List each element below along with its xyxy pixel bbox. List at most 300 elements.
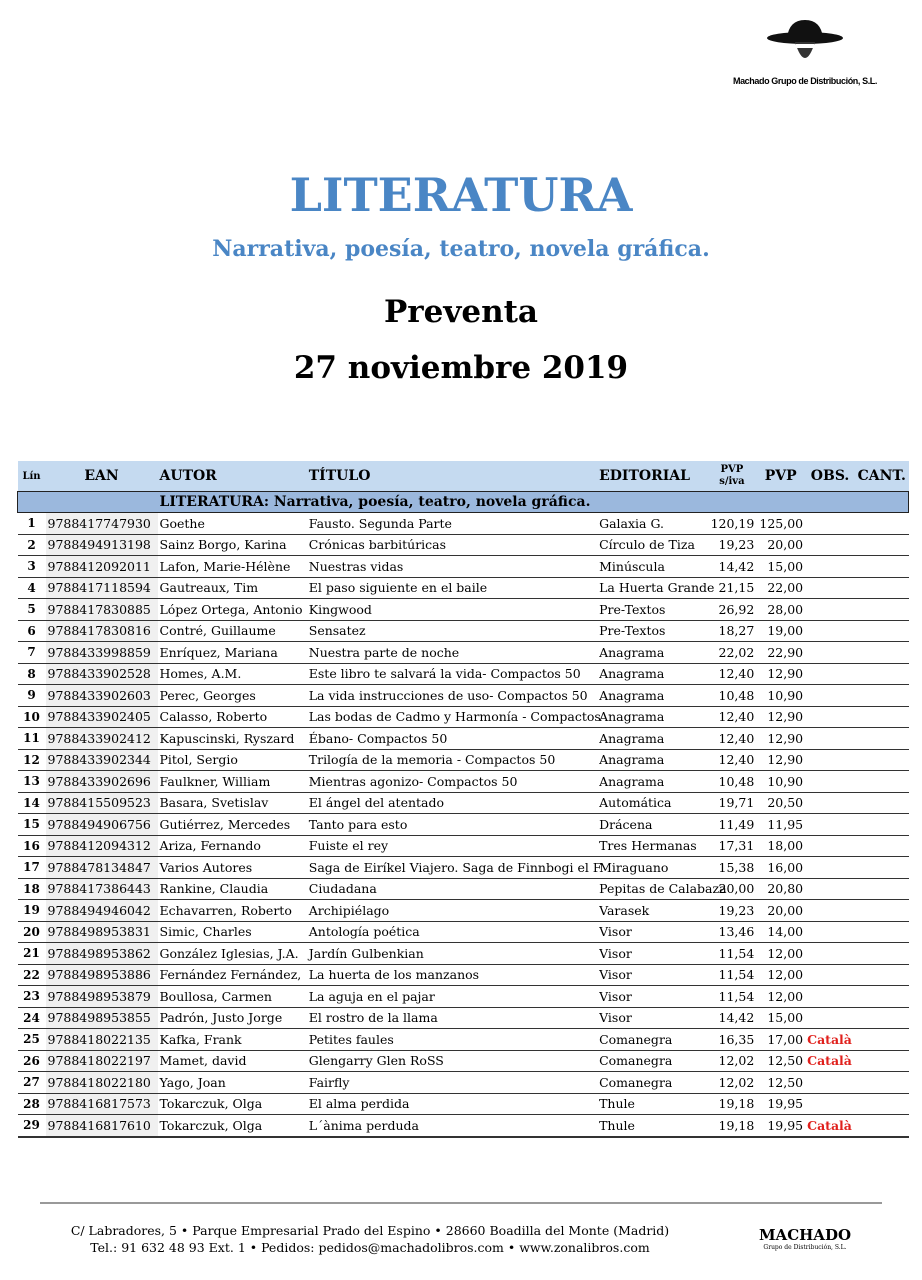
title-cell: L´ànima perduda <box>307 1115 597 1137</box>
quantity-cell[interactable] <box>855 685 909 707</box>
quantity-cell[interactable] <box>855 663 909 685</box>
title-cell: El ángel del atentado <box>307 792 597 814</box>
quantity-cell[interactable] <box>855 771 909 793</box>
obs-cell <box>805 749 855 771</box>
ean-cell: 9788498953862 <box>46 943 158 965</box>
publisher-cell: Minúscula <box>597 556 707 578</box>
price-no-vat-cell: 17,31 <box>708 835 757 857</box>
page-subtitle: Narrativa, poesía, teatro, novela gráfica. <box>212 236 710 262</box>
price-cell: 12,90 <box>756 749 805 771</box>
quantity-cell[interactable] <box>855 728 909 750</box>
title-cell: Antología poética <box>307 921 597 943</box>
ean-cell: 9788433902405 <box>46 706 158 728</box>
publisher-cell: Anagrama <box>597 771 707 793</box>
col-obs: OBS. <box>805 461 855 492</box>
price-no-vat-cell: 10,48 <box>708 685 757 707</box>
quantity-cell[interactable] <box>855 706 909 728</box>
quantity-cell[interactable] <box>855 1115 909 1137</box>
title-cell: El alma perdida <box>307 1093 597 1115</box>
publisher-cell: Pre-Textos <box>597 599 707 621</box>
title-cell: Trilogía de la memoria - Compactos 50 <box>307 749 597 771</box>
obs-cell: Català <box>805 1050 855 1072</box>
author-cell: López Ortega, Antonio <box>158 599 307 621</box>
title-cell: Ciudadana <box>307 878 597 900</box>
publisher-cell: Visor <box>597 921 707 943</box>
row-number: 2 <box>18 534 46 556</box>
price-no-vat-cell: 26,92 <box>708 599 757 621</box>
title-cell: Mientras agonizo- Compactos 50 <box>307 771 597 793</box>
ean-cell: 9788417386443 <box>46 878 158 900</box>
ean-cell: 9788498953831 <box>46 921 158 943</box>
row-number: 29 <box>18 1115 46 1137</box>
ean-cell: 9788433902344 <box>46 749 158 771</box>
table-row <box>18 642 909 664</box>
row-number: 10 <box>18 706 46 728</box>
author-cell: Rankine, Claudia <box>158 878 307 900</box>
table-row <box>18 857 909 879</box>
author-cell: Basara, Svetislav <box>158 792 307 814</box>
quantity-cell[interactable] <box>855 599 909 621</box>
obs-cell <box>805 814 855 836</box>
row-number: 24 <box>18 1007 46 1029</box>
author-cell: Perec, Georges <box>158 685 307 707</box>
price-no-vat-cell: 11,54 <box>708 986 757 1008</box>
price-cell: 20,00 <box>756 900 805 922</box>
publisher-cell: Automática <box>597 792 707 814</box>
author-cell: Echavarren, Roberto <box>158 900 307 922</box>
table-row <box>18 1093 909 1115</box>
price-no-vat-cell: 12,40 <box>708 728 757 750</box>
row-number: 7 <box>18 642 46 664</box>
title-cell: Sensatez <box>307 620 597 642</box>
publisher-cell: Thule <box>597 1115 707 1137</box>
price-cell: 20,00 <box>756 534 805 556</box>
col-pvp-siva-line1: PVP <box>720 464 744 475</box>
ean-cell: 9788433902603 <box>46 685 158 707</box>
quantity-cell[interactable] <box>855 556 909 578</box>
obs-cell <box>805 1072 855 1094</box>
obs-cell <box>805 706 855 728</box>
price-cell: 12,50 <box>756 1050 805 1072</box>
ean-cell: 9788418022197 <box>46 1050 158 1072</box>
price-no-vat-cell: 19,23 <box>708 900 757 922</box>
price-no-vat-cell: 13,46 <box>708 921 757 943</box>
obs-cell <box>805 964 855 986</box>
ean-cell: 9788433998859 <box>46 642 158 664</box>
table-row <box>18 556 909 578</box>
publisher-cell: Anagrama <box>597 685 707 707</box>
author-cell: Pitol, Sergio <box>158 749 307 771</box>
publisher-cell: Anagrama <box>597 749 707 771</box>
price-no-vat-cell: 12,02 <box>708 1072 757 1094</box>
ean-cell: 9788412094312 <box>46 835 158 857</box>
obs-cell <box>805 986 855 1008</box>
table-row <box>18 685 909 707</box>
obs-cell <box>805 599 855 621</box>
table-row <box>18 900 909 922</box>
price-cell: 12,90 <box>756 663 805 685</box>
price-cell: 125,00 <box>756 513 805 535</box>
table-row <box>18 749 909 771</box>
table-row <box>18 663 909 685</box>
publisher-cell: Miraguano <box>597 857 707 879</box>
author-cell: Enríquez, Mariana <box>158 642 307 664</box>
author-cell: Faulkner, William <box>158 771 307 793</box>
price-cell: 14,00 <box>756 921 805 943</box>
row-number: 23 <box>18 986 46 1008</box>
price-no-vat-cell: 12,40 <box>708 663 757 685</box>
table-row <box>18 921 909 943</box>
obs-cell <box>805 857 855 879</box>
row-number: 3 <box>18 556 46 578</box>
price-no-vat-cell: 19,71 <box>708 792 757 814</box>
row-number: 8 <box>18 663 46 685</box>
price-no-vat-cell: 16,35 <box>708 1029 757 1051</box>
quantity-cell[interactable] <box>855 792 909 814</box>
title-cell: Archipiélago <box>307 900 597 922</box>
obs-cell <box>805 620 855 642</box>
publisher-cell: Anagrama <box>597 706 707 728</box>
price-cell: 19,95 <box>756 1115 805 1137</box>
author-cell: Boullosa, Carmen <box>158 986 307 1008</box>
obs-cell <box>805 1007 855 1029</box>
publisher-cell: Visor <box>597 964 707 986</box>
price-no-vat-cell: 12,40 <box>708 749 757 771</box>
author-cell: Homes, A.M. <box>158 663 307 685</box>
row-number: 14 <box>18 792 46 814</box>
title-cell: Fairfly <box>307 1072 597 1094</box>
author-cell: González Iglesias, J.A. <box>158 943 307 965</box>
row-number: 11 <box>18 728 46 750</box>
row-number: 16 <box>18 835 46 857</box>
quantity-cell[interactable] <box>855 1050 909 1072</box>
row-number: 19 <box>18 900 46 922</box>
price-no-vat-cell: 14,42 <box>708 1007 757 1029</box>
price-no-vat-cell: 11,54 <box>708 943 757 965</box>
author-cell: Kafka, Frank <box>158 1029 307 1051</box>
row-number: 25 <box>18 1029 46 1051</box>
ean-cell: 9788417747930 <box>46 513 158 535</box>
ean-cell: 9788417830885 <box>46 599 158 621</box>
table-row <box>18 814 909 836</box>
publisher-cell: Drácena <box>597 814 707 836</box>
row-number: 1 <box>18 513 46 535</box>
table-row <box>18 599 909 621</box>
price-cell: 12,00 <box>756 943 805 965</box>
price-cell: 22,00 <box>756 577 805 599</box>
table-row <box>18 1115 909 1137</box>
author-cell: Lafon, Marie-Hélène <box>158 556 307 578</box>
publisher-cell: Visor <box>597 986 707 1008</box>
price-cell: 12,00 <box>756 986 805 1008</box>
row-number: 22 <box>18 964 46 986</box>
col-pvp-siva-line2: s/iva <box>719 476 745 487</box>
price-no-vat-cell: 21,15 <box>708 577 757 599</box>
quantity-cell[interactable] <box>855 534 909 556</box>
publisher-cell: Comanegra <box>597 1029 707 1051</box>
contact-line: Tel.: 91 632 48 93 Ext. 1 • Pedidos: pedidos@machadolibros.com • www.zonalibros.com <box>90 1240 650 1255</box>
quantity-cell[interactable] <box>855 878 909 900</box>
obs-cell: Català <box>805 1115 855 1137</box>
table-row <box>18 1007 909 1029</box>
row-number: 28 <box>18 1093 46 1115</box>
col-pvp-siva <box>708 461 757 492</box>
title-cell: La huerta de los manzanos <box>307 964 597 986</box>
title-cell: Crónicas barbitúricas <box>307 534 597 556</box>
table-row <box>18 964 909 986</box>
obs-cell <box>805 513 855 535</box>
author-cell: Tokarczuk, Olga <box>158 1093 307 1115</box>
ean-cell: 9788433902528 <box>46 663 158 685</box>
publisher-cell: Visor <box>597 943 707 965</box>
price-cell: 10,90 <box>756 771 805 793</box>
ean-cell: 9788417118594 <box>46 577 158 599</box>
author-cell: Gautreaux, Tim <box>158 577 307 599</box>
table-row <box>18 986 909 1008</box>
obs-cell <box>805 835 855 857</box>
publisher-cell: Pre-Textos <box>597 620 707 642</box>
section-row <box>18 492 909 513</box>
obs-cell <box>805 878 855 900</box>
price-no-vat-cell: 18,27 <box>708 620 757 642</box>
author-cell: Yago, Joan <box>158 1072 307 1094</box>
ean-cell: 9788416817573 <box>46 1093 158 1115</box>
author-cell: Contré, Guillaume <box>158 620 307 642</box>
table-row <box>18 835 909 857</box>
price-no-vat-cell: 19,18 <box>708 1093 757 1115</box>
title-cell: Tanto para esto <box>307 814 597 836</box>
presale-date: 27 noviembre 2019 <box>293 350 629 386</box>
col-autor: AUTOR <box>158 461 307 492</box>
obs-cell <box>805 771 855 793</box>
row-number: 4 <box>18 577 46 599</box>
publisher-cell: Visor <box>597 1007 707 1029</box>
quantity-cell[interactable] <box>855 814 909 836</box>
table-header <box>18 461 909 492</box>
obs-cell <box>805 943 855 965</box>
table-row <box>18 1072 909 1094</box>
publisher-cell: Thule <box>597 1093 707 1115</box>
price-cell: 11,95 <box>756 814 805 836</box>
logo-caption: Machado Grupo de Distribución, S.L. <box>732 76 877 86</box>
row-number: 12 <box>18 749 46 771</box>
ean-cell: 9788433902696 <box>46 771 158 793</box>
ean-cell: 9788498953879 <box>46 986 158 1008</box>
price-no-vat-cell: 12,02 <box>708 1050 757 1072</box>
author-cell: Mamet, david <box>158 1050 307 1072</box>
section-title: LITERATURA: Narrativa, poesía, teatro, novela gráfica. <box>158 492 909 513</box>
price-cell: 12,90 <box>756 728 805 750</box>
table-row <box>18 513 909 535</box>
table-row <box>18 878 909 900</box>
author-cell: Varios Autores <box>158 857 307 879</box>
quantity-cell[interactable] <box>855 749 909 771</box>
publisher-cell: Galaxia G. <box>597 513 707 535</box>
publisher-cell: Anagrama <box>597 663 707 685</box>
price-cell: 12,00 <box>756 964 805 986</box>
quantity-cell[interactable] <box>855 986 909 1008</box>
table-row <box>18 943 909 965</box>
ean-cell: 9788418022135 <box>46 1029 158 1051</box>
price-no-vat-cell: 11,54 <box>708 964 757 986</box>
author-cell: Ariza, Fernando <box>158 835 307 857</box>
col-cant: CANT. <box>855 461 909 492</box>
quantity-cell[interactable] <box>855 900 909 922</box>
author-cell: Fernández Fernández, <box>158 964 307 986</box>
title-cell: La vida instrucciones de uso- Compactos 50 <box>307 685 597 707</box>
obs-cell <box>805 685 855 707</box>
footer-divider <box>40 1202 882 1204</box>
row-number: 26 <box>18 1050 46 1072</box>
quantity-cell[interactable] <box>855 943 909 965</box>
author-cell: Gutiérrez, Mercedes <box>158 814 307 836</box>
page-title: LITERATURA <box>289 168 633 222</box>
price-no-vat-cell: 10,48 <box>708 771 757 793</box>
price-cell: 19,95 <box>756 1093 805 1115</box>
title-cell: El paso siguiente en el baile <box>307 577 597 599</box>
quantity-cell[interactable] <box>855 964 909 986</box>
quantity-cell[interactable] <box>855 921 909 943</box>
ean-cell: 9788433902412 <box>46 728 158 750</box>
footer-brand-sub: Grupo de Distribución, S.L. <box>763 1244 847 1251</box>
price-cell: 20,80 <box>756 878 805 900</box>
price-cell: 12,50 <box>756 1072 805 1094</box>
price-no-vat-cell: 11,49 <box>708 814 757 836</box>
price-cell: 20,50 <box>756 792 805 814</box>
machado-hat-icon <box>765 16 845 76</box>
title-cell: Jardín Gulbenkian <box>307 943 597 965</box>
table-row <box>18 577 909 599</box>
ean-cell: 9788494946042 <box>46 900 158 922</box>
author-cell: Kapuscinski, Ryszard <box>158 728 307 750</box>
table-row <box>18 620 909 642</box>
title-cell: Glengarry Glen RoSS <box>307 1050 597 1072</box>
title-cell: Las bodas de Cadmo y Harmonía - Compactos <box>307 706 597 728</box>
publisher-cell: Comanegra <box>597 1050 707 1072</box>
ean-cell: 9788416817610 <box>46 1115 158 1137</box>
quantity-cell[interactable] <box>855 620 909 642</box>
title-cell: Fausto. Segunda Parte <box>307 513 597 535</box>
obs-cell <box>805 556 855 578</box>
price-no-vat-cell: 19,23 <box>708 534 757 556</box>
address-line: C/ Labradores, 5 • Parque Empresarial Prado del Espino • 28660 Boadilla del Monte (Madrid) <box>70 1223 670 1238</box>
ean-cell: 9788498953886 <box>46 964 158 986</box>
col-pvp: PVP <box>756 461 805 492</box>
quantity-cell[interactable] <box>855 835 909 857</box>
author-cell: Simic, Charles <box>158 921 307 943</box>
price-cell: 22,90 <box>756 642 805 664</box>
quantity-cell[interactable] <box>855 513 909 535</box>
row-number: 27 <box>18 1072 46 1094</box>
author-cell: Goethe <box>158 513 307 535</box>
price-cell: 12,90 <box>756 706 805 728</box>
obs-cell <box>805 642 855 664</box>
title-cell: Fuiste el rey <box>307 835 597 857</box>
publisher-cell: La Huerta Grande <box>597 577 707 599</box>
ean-cell: 9788498953855 <box>46 1007 158 1029</box>
table-row <box>18 534 909 556</box>
row-number: 17 <box>18 857 46 879</box>
author-cell: Sainz Borgo, Karina <box>158 534 307 556</box>
price-cell: 16,00 <box>756 857 805 879</box>
price-cell: 19,00 <box>756 620 805 642</box>
presale-label: Preventa <box>383 294 539 330</box>
publisher-cell: Varasek <box>597 900 707 922</box>
obs-cell <box>805 534 855 556</box>
ean-cell: 9788494906756 <box>46 814 158 836</box>
title-cell: Kingwood <box>307 599 597 621</box>
ean-cell: 9788418022180 <box>46 1072 158 1094</box>
ean-cell: 9788412092011 <box>46 556 158 578</box>
author-cell: Tokarczuk, Olga <box>158 1115 307 1137</box>
table-row <box>18 1029 909 1051</box>
publisher-cell: Anagrama <box>597 642 707 664</box>
row-number: 15 <box>18 814 46 836</box>
title-cell: Saga de Eiríkel Viajero. Saga de Finnbogi el F <box>307 857 597 879</box>
title-cell: La aguja en el pajar <box>307 986 597 1008</box>
publisher-cell: Comanegra <box>597 1072 707 1094</box>
title-cell: Nuestras vidas <box>307 556 597 578</box>
price-cell: 18,00 <box>756 835 805 857</box>
title-cell: Ébano- Compactos 50 <box>307 728 597 750</box>
author-cell: Padrón, Justo Jorge <box>158 1007 307 1029</box>
ean-cell: 9788415509523 <box>46 792 158 814</box>
col-titulo: TÍTULO <box>307 461 597 492</box>
price-cell: 28,00 <box>756 599 805 621</box>
quantity-cell[interactable] <box>855 1072 909 1094</box>
ean-cell: 9788494913198 <box>46 534 158 556</box>
price-no-vat-cell: 14,42 <box>708 556 757 578</box>
author-cell: Calasso, Roberto <box>158 706 307 728</box>
quantity-cell[interactable] <box>855 1029 909 1051</box>
footer-address <box>40 1222 700 1256</box>
obs-cell <box>805 728 855 750</box>
table-row <box>18 728 909 750</box>
publisher-cell: Pepitas de Calabaza <box>597 878 707 900</box>
quantity-cell[interactable] <box>855 577 909 599</box>
row-number: 5 <box>18 599 46 621</box>
table-row <box>18 706 909 728</box>
price-no-vat-cell: 19,18 <box>708 1115 757 1137</box>
quantity-cell[interactable] <box>855 1093 909 1115</box>
footer-brand-name: MACHADO <box>758 1226 852 1244</box>
obs-cell <box>805 663 855 685</box>
quantity-cell[interactable] <box>855 642 909 664</box>
price-no-vat-cell: 20,00 <box>708 878 757 900</box>
book-table <box>17 461 909 1138</box>
row-number: 6 <box>18 620 46 642</box>
quantity-cell[interactable] <box>855 1007 909 1029</box>
price-cell: 15,00 <box>756 1007 805 1029</box>
price-no-vat-cell: 12,40 <box>708 706 757 728</box>
table-row <box>18 771 909 793</box>
title-cell: Petites faules <box>307 1029 597 1051</box>
company-logo <box>730 16 880 94</box>
obs-cell <box>805 900 855 922</box>
col-lin: Lín <box>18 461 46 492</box>
price-no-vat-cell: 22,02 <box>708 642 757 664</box>
publisher-cell: Tres Hermanas <box>597 835 707 857</box>
row-number: 20 <box>18 921 46 943</box>
col-ean: EAN <box>46 461 158 492</box>
price-cell: 15,00 <box>756 556 805 578</box>
publisher-cell: Anagrama <box>597 728 707 750</box>
row-number: 21 <box>18 943 46 965</box>
obs-cell <box>805 1093 855 1115</box>
footer-brand <box>755 1226 855 1251</box>
price-no-vat-cell: 15,38 <box>708 857 757 879</box>
quantity-cell[interactable] <box>855 857 909 879</box>
